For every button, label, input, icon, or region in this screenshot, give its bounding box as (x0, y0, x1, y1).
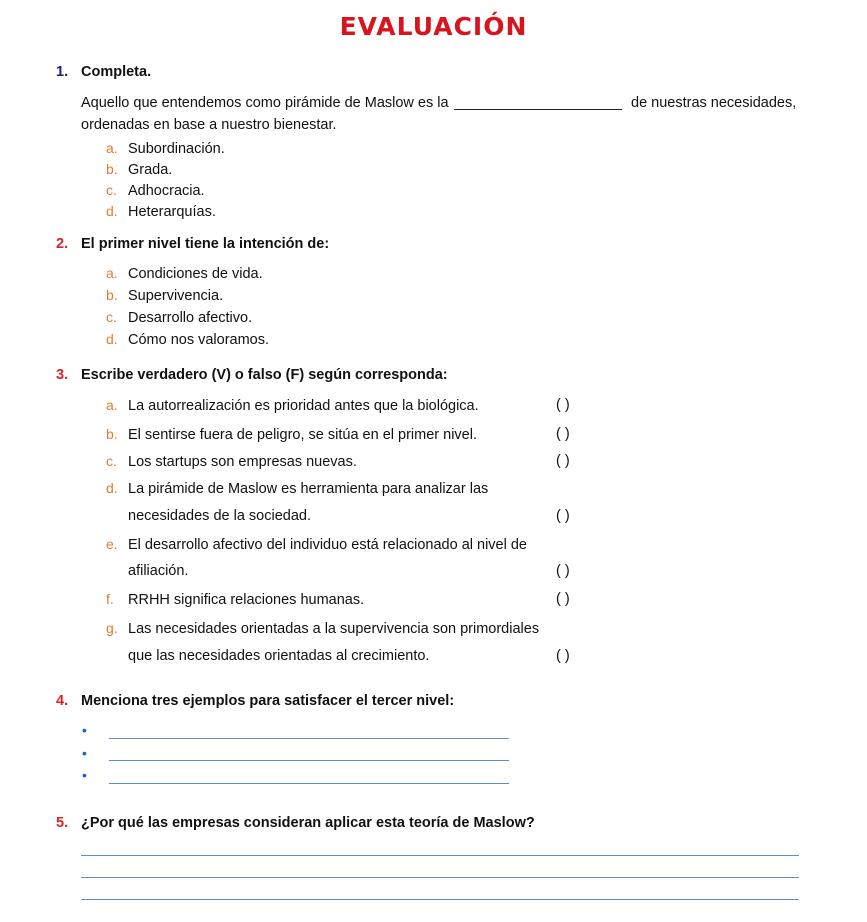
q2-title: El primer nivel tiene la intención de: (81, 236, 330, 252)
option-text: Heterarquías. (128, 204, 216, 220)
q3-number: 3. (56, 367, 69, 383)
q3-item (106, 591, 364, 609)
option-letter: b. (106, 287, 118, 303)
q1-title: Completa. (81, 64, 152, 80)
q3-answer-parens[interactable]: ( ) (556, 453, 570, 469)
q3-answer-parens[interactable]: ( ) (556, 648, 570, 664)
item-letter: g. (106, 620, 118, 636)
option-letter: a. (106, 140, 118, 156)
item-text-continued: necesidades de la sociedad. (128, 508, 311, 524)
q5-number: 5. (56, 815, 69, 831)
q4-answer-line[interactable] (109, 783, 509, 784)
q4-answer-line[interactable] (109, 738, 509, 739)
q4-title: Menciona tres ejemplos para satisfacer el tercer nivel: (81, 693, 455, 709)
item-text: El desarrollo afectivo del individuo está relacionado al nivel de (128, 537, 527, 553)
option-text: Condiciones de vida. (128, 266, 263, 282)
q1-answer-blank[interactable] (454, 109, 622, 110)
option-text: Subordinación. (128, 141, 225, 157)
q5-answer-line[interactable] (81, 877, 799, 878)
option-letter: d. (106, 203, 118, 219)
q2-option[interactable] (106, 287, 223, 305)
bullet-icon: • (82, 745, 87, 761)
q2-number: 2. (56, 236, 69, 252)
q3-answer-parens[interactable]: ( ) (556, 426, 570, 442)
item-letter: a. (106, 397, 118, 413)
item-letter: e. (106, 536, 118, 552)
q1-option[interactable] (106, 161, 172, 179)
item-text: RRHH significa relaciones humanas. (128, 592, 365, 608)
q1-text-a: Aquello que entendemos como pirámide de Maslow es la (81, 95, 449, 111)
q4-answer-line[interactable] (109, 760, 509, 761)
q4-number: 4. (56, 693, 69, 709)
option-letter: a. (106, 265, 118, 281)
option-letter: d. (106, 331, 118, 347)
bullet-icon: • (82, 722, 87, 738)
option-text: Supervivencia. (128, 288, 224, 304)
item-letter: b. (106, 426, 118, 442)
option-text: Adhocracia. (128, 183, 205, 199)
option-letter: c. (106, 309, 117, 325)
q3-answer-parens[interactable]: ( ) (556, 563, 570, 579)
q3-item (106, 620, 539, 638)
q3-title: Escribe verdadero (V) o falso (F) según corresponda: (81, 367, 448, 383)
q5-title: ¿Por qué las empresas consideran aplicar esta teoría de Maslow? (81, 815, 535, 831)
q3-answer-parens[interactable]: ( ) (556, 508, 570, 524)
item-letter: f. (106, 591, 114, 607)
q5-answer-line[interactable] (81, 899, 799, 900)
q5-answer-line[interactable] (81, 855, 799, 856)
item-text: Las necesidades orientadas a la supervivencia son primordiales (128, 621, 540, 637)
q3-answer-parens[interactable]: ( ) (556, 397, 570, 413)
q2-option[interactable] (106, 309, 252, 327)
q1-option[interactable] (106, 203, 216, 221)
q3-item (106, 426, 477, 444)
q3-item (106, 453, 357, 471)
q3-answer-parens[interactable]: ( ) (556, 591, 570, 607)
q1-text-c: ordenadas en base a nuestro bienestar. (81, 117, 337, 133)
q3-item (106, 480, 488, 498)
q1-text-b: de nuestras necesidades, (631, 95, 797, 111)
option-letter: c. (106, 182, 117, 198)
option-text: Grada. (128, 162, 173, 178)
q1-option[interactable] (106, 182, 205, 200)
item-letter: c. (106, 453, 117, 469)
item-text: Los startups son empresas nuevas. (128, 454, 357, 470)
q3-item (106, 397, 479, 415)
bullet-icon: • (82, 767, 87, 783)
item-text-continued: que las necesidades orientadas al crecimiento. (128, 648, 430, 664)
option-letter: b. (106, 161, 118, 177)
item-text: La autorrealización es prioridad antes que la biológica. (128, 398, 479, 414)
q3-item (106, 536, 527, 554)
item-text-continued: afiliación. (128, 563, 189, 579)
q2-option[interactable] (106, 331, 269, 349)
item-text: La pirámide de Maslow es herramienta para analizar las (128, 481, 489, 497)
page-title: EVALUACIÓN (339, 12, 528, 41)
q2-option[interactable] (106, 265, 263, 283)
item-letter: d. (106, 480, 118, 496)
item-text: El sentirse fuera de peligro, se sitúa en el primer nivel. (128, 427, 477, 443)
option-text: Cómo nos valoramos. (128, 332, 270, 348)
option-text: Desarrollo afectivo. (128, 310, 253, 326)
q1-option[interactable] (106, 140, 225, 158)
q1-number: 1. (56, 64, 69, 80)
